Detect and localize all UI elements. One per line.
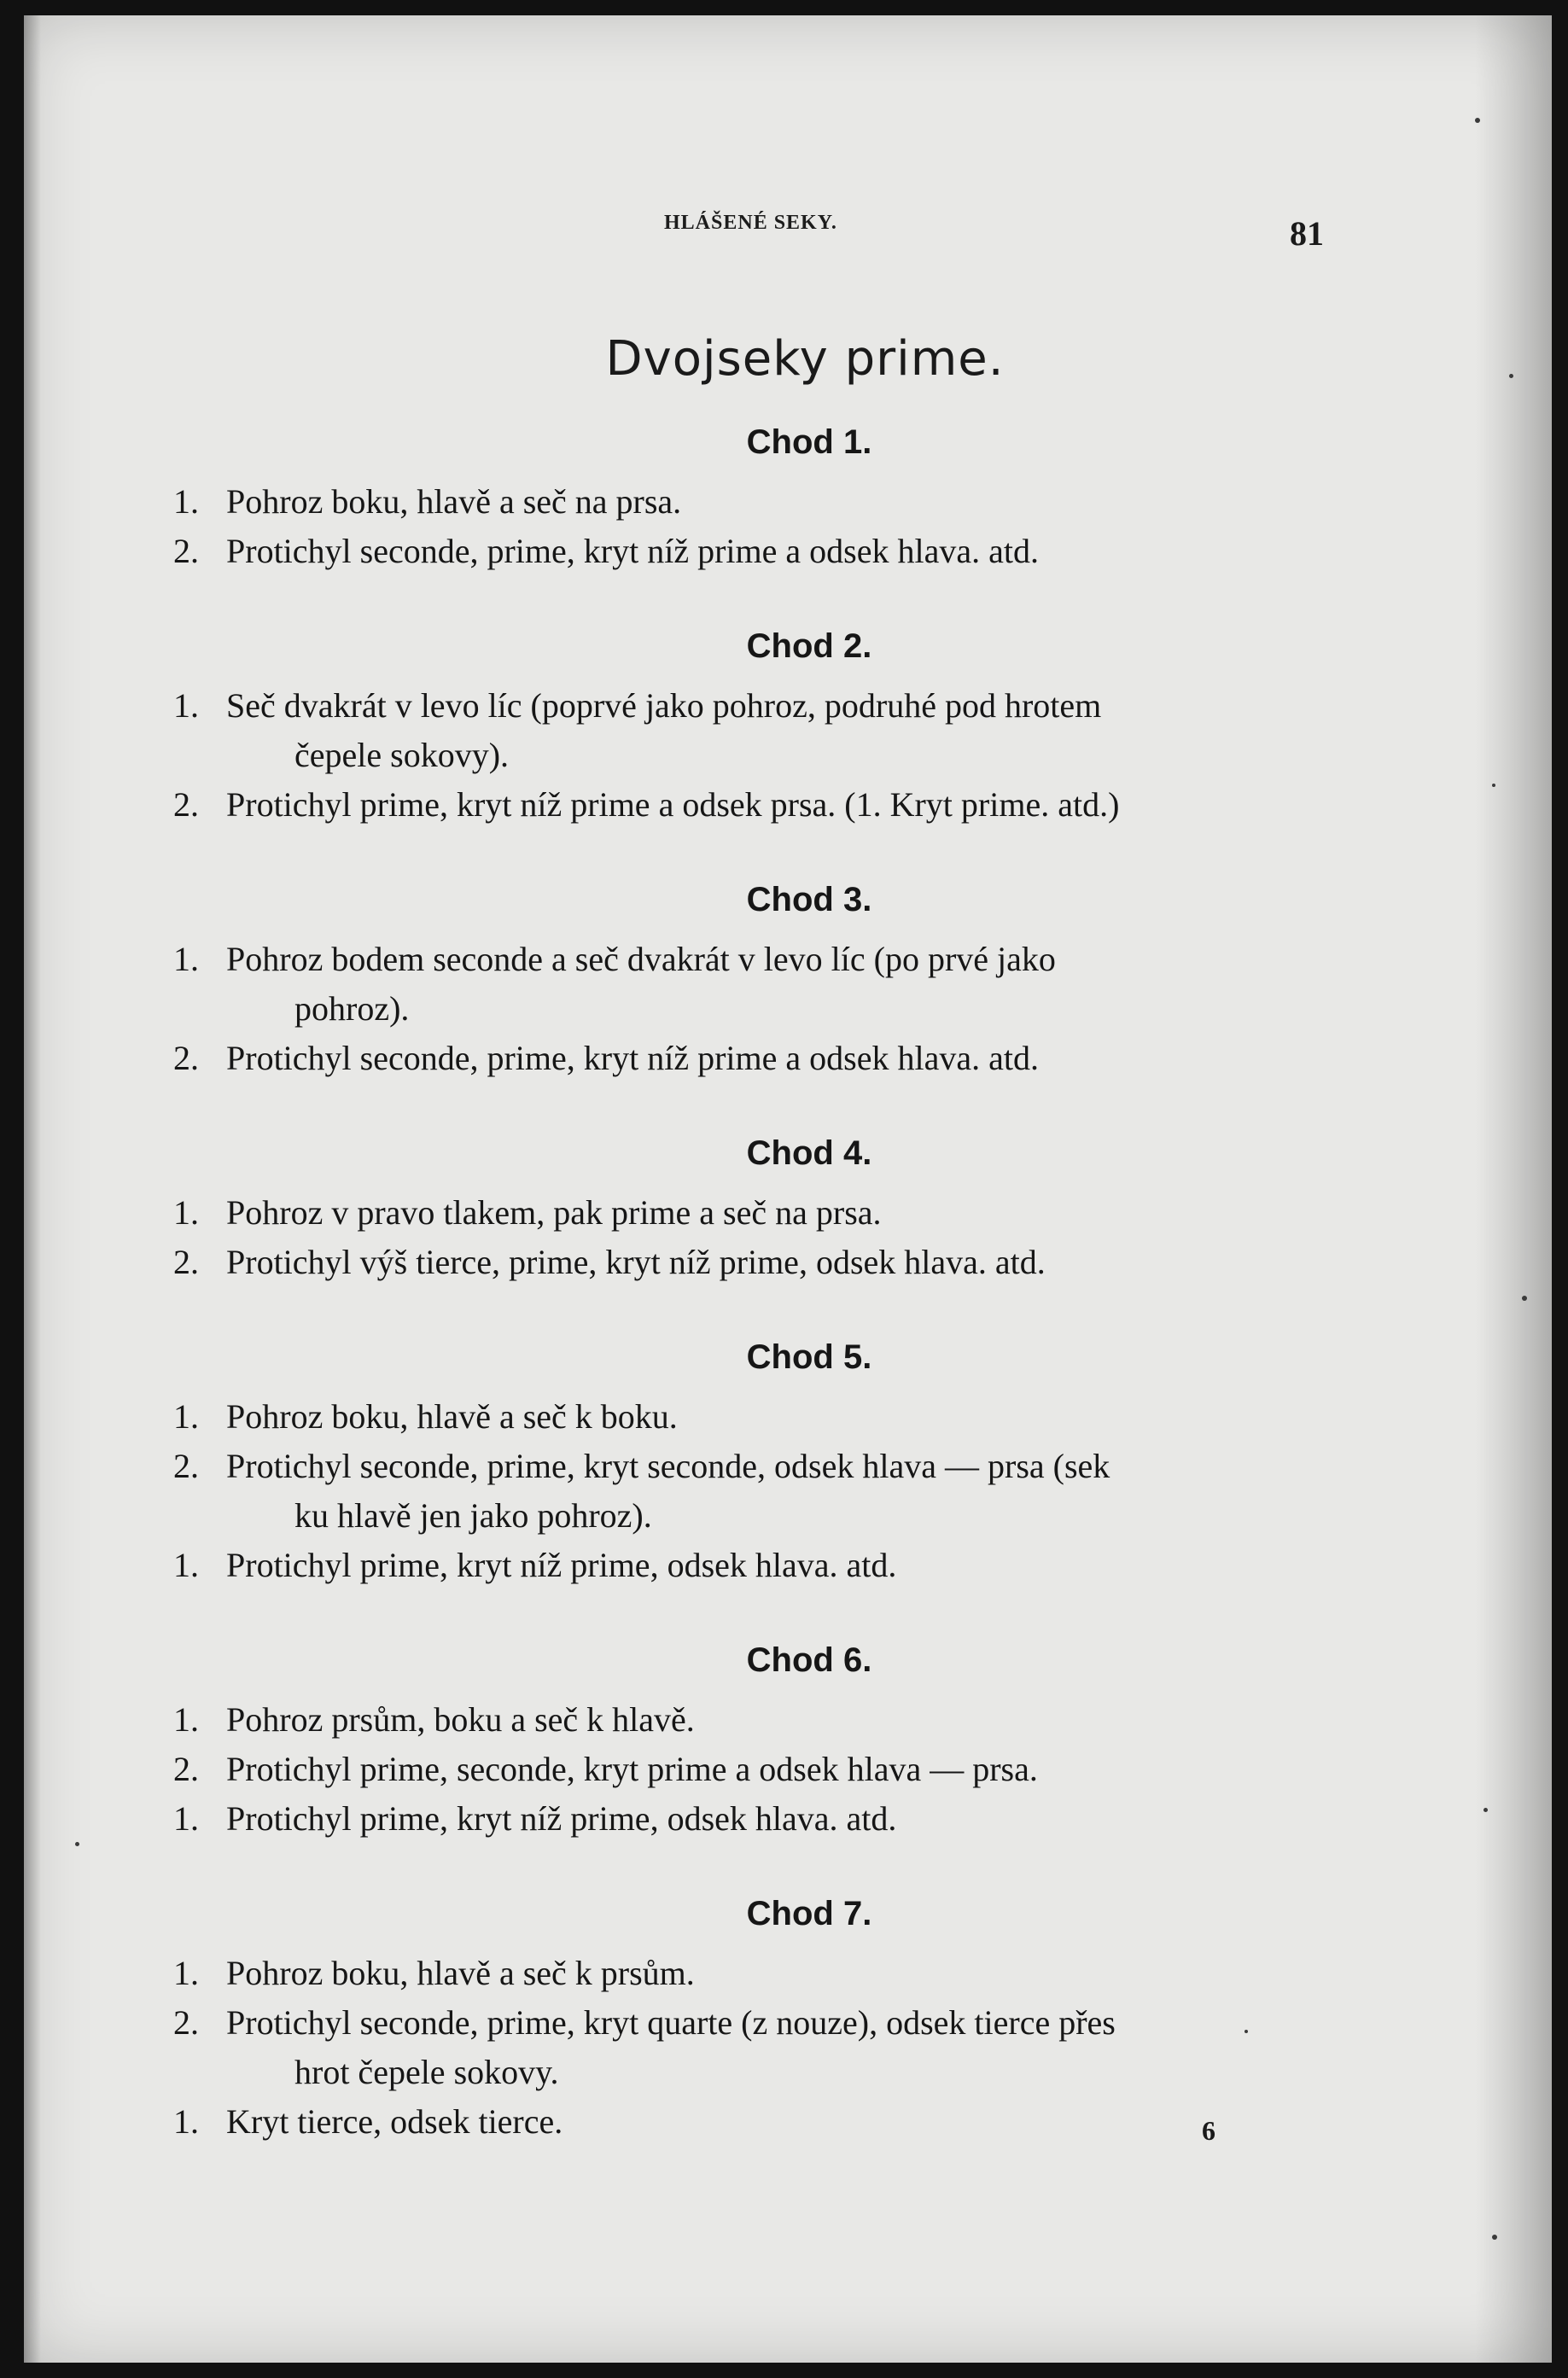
- text-line: [173, 1541, 1343, 1590]
- line-text: Protichyl prime, seconde, kryt prime a odsek hlava — prsa.: [226, 1750, 1038, 1788]
- line-number: 2.: [173, 532, 199, 570]
- text-line: [173, 1998, 1343, 2097]
- text-line: [173, 1794, 1343, 1844]
- line-number: 2.: [173, 1243, 199, 1281]
- line-text-wrap: [226, 1034, 1343, 1083]
- line-number: 1.: [173, 2102, 199, 2141]
- text-line: [173, 1034, 1343, 1083]
- line-text: Protichyl prime, kryt níž prime, odsek hlava. atd.: [226, 1799, 897, 1838]
- speck: [1509, 374, 1513, 378]
- line-number: 1.: [173, 686, 199, 725]
- text-line: [173, 1695, 1343, 1745]
- section-heading: Chod 5.: [746, 1338, 872, 1376]
- line-continuation: pohroz).: [294, 989, 410, 1028]
- line-text: Protichyl prime, kryt níž prime a odsek prsa. (1. Kryt prime. atd.): [226, 785, 1120, 824]
- line-text-wrap: [226, 1541, 1343, 1590]
- line-text-wrap: [226, 780, 1343, 830]
- line-number: 2.: [173, 1039, 199, 1077]
- line-text-wrap: [226, 935, 1343, 1034]
- line-text-wrap: [226, 477, 1343, 527]
- line-text: Protichyl výš tierce, prime, kryt níž prime, odsek hlava. atd.: [226, 1243, 1046, 1281]
- speck: [75, 1842, 79, 1846]
- text-line: [173, 1392, 1343, 1442]
- signature-mark: 6: [1202, 2115, 1215, 2146]
- book-page: [24, 15, 1552, 2363]
- line-number: 1.: [173, 1193, 199, 1232]
- content: [173, 423, 1343, 2198]
- line-text: Pohroz boku, hlavě a seč k prsům.: [226, 1954, 695, 1992]
- line-text: Pohroz v pravo tlakem, pak prime a seč na prsa.: [226, 1193, 882, 1232]
- speck: [1475, 118, 1480, 123]
- section-heading: Chod 2.: [746, 627, 872, 665]
- text-line: [173, 780, 1343, 830]
- line-number: 1.: [173, 1700, 199, 1739]
- line-text: Pohroz boku, hlavě a seč k boku.: [226, 1397, 678, 1436]
- speck: [1492, 784, 1495, 787]
- text-line: [173, 1745, 1343, 1794]
- line-text-wrap: [226, 2097, 1343, 2147]
- line-text-wrap: [226, 1794, 1343, 1844]
- section-heading: Chod 1.: [746, 423, 872, 461]
- text-line: [173, 1442, 1343, 1541]
- section-chod-6: [173, 1641, 1343, 1844]
- line-text-wrap: [226, 1188, 1343, 1238]
- section-chod-2: [173, 627, 1343, 830]
- line-number: 2.: [173, 785, 199, 824]
- line-text-wrap: [226, 1442, 1343, 1541]
- line-number: 1.: [173, 1954, 199, 1992]
- section-chod-7: [173, 1895, 1343, 2147]
- line-continuation: čepele sokovy).: [294, 736, 510, 774]
- line-text-wrap: [226, 681, 1343, 780]
- line-number: 1.: [173, 1397, 199, 1436]
- line-text-wrap: [226, 1695, 1343, 1745]
- running-head: HLÁŠENÉ SEKY.: [664, 212, 837, 234]
- section-chod-1: [173, 423, 1343, 576]
- speck: [1492, 2235, 1497, 2240]
- section-heading: Chod 6.: [746, 1641, 872, 1679]
- text-line: [173, 935, 1343, 1034]
- speck: [1244, 2030, 1248, 2033]
- section-heading: Chod 7.: [746, 1895, 872, 1932]
- line-number: 1.: [173, 1799, 199, 1838]
- speck: [1522, 1296, 1527, 1301]
- line-text: Protichyl prime, kryt níž prime, odsek hlava. atd.: [226, 1546, 897, 1584]
- line-text: Protichyl seconde, prime, kryt seconde, odsek hlava — prsa (sek: [226, 1447, 1110, 1485]
- line-continuation: hrot čepele sokovy.: [294, 2053, 559, 2091]
- page-title: Dvojseky prime.: [605, 331, 1005, 387]
- line-text: Protichyl seconde, prime, kryt níž prime a odsek hlava. atd.: [226, 532, 1039, 570]
- text-line: [173, 477, 1343, 527]
- line-number: 1.: [173, 940, 199, 978]
- line-text: Protichyl seconde, prime, kryt quarte (z nouze), odsek tierce přes: [226, 2003, 1116, 2042]
- text-line: [173, 2097, 1343, 2147]
- section-chod-3: [173, 881, 1343, 1083]
- section-chod-5: [173, 1338, 1343, 1590]
- text-line: [173, 681, 1343, 780]
- section-heading: Chod 3.: [746, 881, 872, 918]
- section-heading: Chod 4.: [746, 1134, 872, 1172]
- text-line: [173, 527, 1343, 576]
- line-continuation: ku hlavě jen jako pohroz).: [294, 1496, 652, 1535]
- line-text: Pohroz bodem seconde a seč dvakrát v levo líc (po prvé jako: [226, 940, 1056, 978]
- line-number: 2.: [173, 1750, 199, 1788]
- line-text: Kryt tierce, odsek tierce.: [226, 2102, 563, 2141]
- line-text-wrap: [226, 1998, 1343, 2097]
- line-text-wrap: [226, 1238, 1343, 1287]
- line-text: Seč dvakrát v levo líc (poprvé jako pohroz, podruhé pod hrotem: [226, 686, 1102, 725]
- text-line: [173, 1949, 1343, 1998]
- text-line: [173, 1188, 1343, 1238]
- line-text-wrap: [226, 1392, 1343, 1442]
- line-text: Pohroz prsům, boku a seč k hlavě.: [226, 1700, 695, 1739]
- text-line: [173, 1238, 1343, 1287]
- line-text-wrap: [226, 527, 1343, 576]
- page-number: 81: [1290, 214, 1324, 253]
- line-text: Pohroz boku, hlavě a seč na prsa.: [226, 482, 682, 521]
- speck: [1483, 1808, 1488, 1812]
- line-number: 2.: [173, 2003, 199, 2042]
- line-number: 2.: [173, 1447, 199, 1485]
- line-number: 1.: [173, 482, 199, 521]
- line-text: Protichyl seconde, prime, kryt níž prime a odsek hlava. atd.: [226, 1039, 1039, 1077]
- line-number: 1.: [173, 1546, 199, 1584]
- line-text-wrap: [226, 1745, 1343, 1794]
- line-text-wrap: [226, 1949, 1343, 1998]
- section-chod-4: [173, 1134, 1343, 1287]
